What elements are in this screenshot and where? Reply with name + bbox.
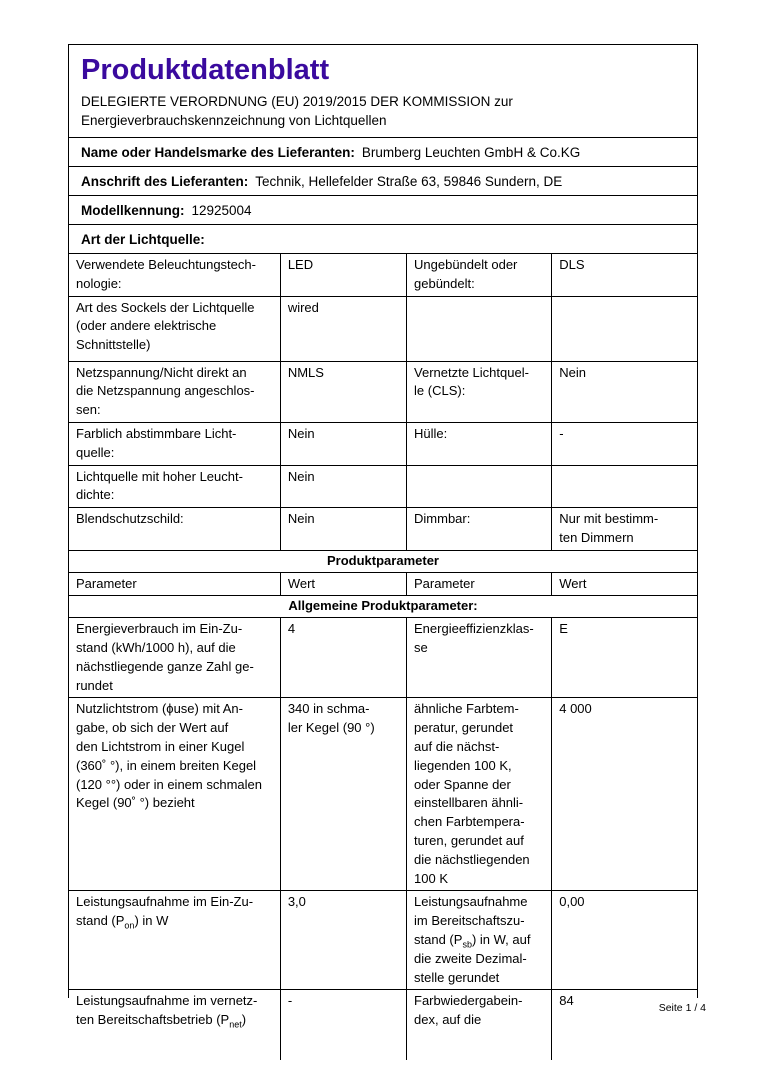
param-cell: Nutzlichtstrom (ϕuse) mit An- gabe, ob sich der Wert auf den Lichtstrom in einer Kugel (360˚ °), in einem breiten Kegel (120 °°) oder in einem schmalen Kegel (90˚ °) bezieht: [69, 698, 280, 891]
param-cell: Lichtquelle mit hoher Leucht- dichte:: [69, 465, 280, 508]
supplier-name-label: Name oder Handelsmarke des Lieferanten:: [81, 145, 355, 160]
value-cell: NMLS: [280, 361, 406, 422]
table-row: [69, 361, 697, 422]
param-cell: Farblich abstimmbare Licht- quelle:: [69, 422, 280, 465]
value-cell: Nein: [552, 361, 697, 422]
supplier-name-value: Brumberg Leuchten GmbH & Co.KG: [361, 145, 581, 160]
value-cell: Nein: [280, 422, 406, 465]
page-title: Produktdatenblatt: [81, 54, 330, 86]
value-cell: 84: [552, 990, 697, 1060]
param-cell: Verwendete Beleuchtungstech- nologie:: [69, 254, 280, 296]
column-header-parameter: Parameter: [69, 572, 280, 596]
table-row: [69, 422, 697, 465]
table-row: [69, 254, 697, 296]
value-cell: [552, 296, 697, 361]
page-number: Seite 1 / 4: [658, 1002, 706, 1014]
param-cell: ähnliche Farbtem- peratur, gerundet auf die nächst- liegenden 100 K, oder Spanne der einstellbaren ähnli- chen Farbtempera- turen, gerundet auf die nächstliegenden 100 K: [407, 698, 552, 891]
param-cell: Energieverbrauch im Ein-Zu- stand (kWh/1000 h), auf die nächstliegende ganze Zahl ge- rundet: [69, 618, 280, 698]
section-title-produktparameter: Produktparameter: [69, 550, 697, 572]
column-header-wert: Wert: [280, 572, 406, 596]
param-cell: Vernetzte Lichtquel- le (CLS):: [407, 361, 552, 422]
value-cell: Nein: [280, 465, 406, 508]
table-row: [69, 296, 697, 361]
value-cell: DLS: [552, 254, 697, 296]
section-header-row: [69, 596, 697, 618]
param-cell: Dimmbar:: [407, 508, 552, 551]
param-cell: [407, 296, 552, 361]
param-cell: Leistungsaufnahme im vernetz- ten Bereitschaftsbetrieb $(P_{net})$: [69, 990, 280, 1060]
param-cell: Blendschutzschild:: [69, 508, 280, 551]
table-row: [69, 508, 697, 551]
light-source-type-label: Art der Lichtquelle:: [81, 232, 205, 247]
table-row: [69, 891, 697, 990]
value-cell: Nein: [280, 508, 406, 551]
param-cell: [407, 465, 552, 508]
value-cell: LED: [280, 254, 406, 296]
column-header-wert: Wert: [552, 572, 697, 596]
value-cell: 4 000: [552, 698, 697, 891]
document-header: [69, 45, 697, 138]
section-title-allgemeine-produktparameter: Allgemeine Produktparameter:: [69, 596, 697, 618]
param-cell: Farbwiedergabein- dex, auf die: [407, 990, 552, 1060]
model-id-label: Modellkennung:: [81, 203, 185, 218]
model-id-value: 12925004: [191, 203, 252, 218]
param-cell: Leistungsaufnahme im Bereitschaftszu- stand $(P_{sb})$ in W, auf die zweite Dezimal- stelle gerundet: [407, 891, 552, 990]
supplier-address-label: Anschrift des Lieferanten:: [81, 174, 249, 189]
table-row: [69, 990, 697, 1060]
value-cell: -: [552, 422, 697, 465]
value-cell: Nur mit bestimm- ten Dimmern: [552, 508, 697, 551]
value-cell: -: [280, 990, 406, 1060]
table-row: [69, 465, 697, 508]
param-cell: Hülle:: [407, 422, 552, 465]
value-cell: 0,00: [552, 891, 697, 990]
value-cell: wired: [280, 296, 406, 361]
column-header-parameter: Parameter: [407, 572, 552, 596]
spec-table: [69, 254, 697, 1060]
supplier-name-row: [69, 138, 697, 167]
section-header-row: [69, 550, 697, 572]
param-cell: Netzspannung/Nicht direkt an die Netzspannung angeschlos- sen:: [69, 361, 280, 422]
param-cell: Energieeffizienzklas- se: [407, 618, 552, 698]
value-cell: E: [552, 618, 697, 698]
regulation-subtitle: DELEGIERTE VERORDNUNG (EU) 2019/2015 DER KOMMISSION zur Energieverbrauchskennzeichnung von Lichtquellen: [81, 94, 513, 128]
column-header-row: [69, 572, 697, 596]
value-cell: 340 in schma- ler Kegel (90 °): [280, 698, 406, 891]
value-cell: 3,0: [280, 891, 406, 990]
supplier-address-value: Technik, Hellefelder Straße 63, 59846 Sundern, DE: [255, 174, 563, 189]
supplier-address-row: [69, 167, 697, 196]
model-id-row: [69, 196, 697, 225]
table-row: [69, 618, 697, 698]
param-cell: Ungebündelt oder gebündelt:: [407, 254, 552, 296]
value-cell: [552, 465, 697, 508]
table-row: [69, 698, 697, 891]
param-cell: Art des Sockels der Lichtquelle (oder andere elektrische Schnittstelle): [69, 296, 280, 361]
light-source-type-row: [69, 225, 697, 254]
param-cell: Leistungsaufnahme im Ein-Zu- stand $(P_{on})$ in W: [69, 891, 280, 990]
value-cell: 4: [280, 618, 406, 698]
